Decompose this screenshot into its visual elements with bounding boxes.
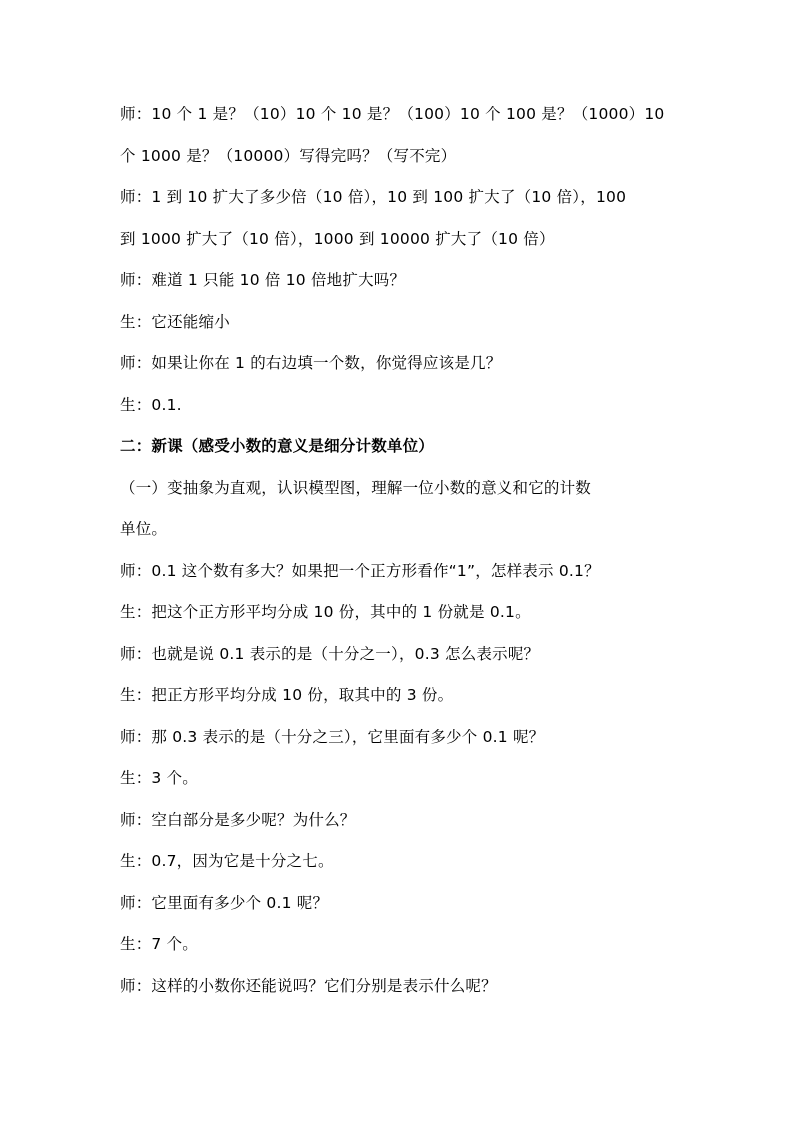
paragraph-line: 单位。 (120, 520, 168, 538)
paragraph-line: 师：空白部分是多少呢？为什么？ (120, 810, 356, 829)
document-body (120, 104, 680, 1017)
paragraph-line: 生：它还能缩小 (120, 312, 230, 331)
paragraph-line: 生：7 个。 (120, 935, 198, 953)
subsection-heading: （一）变抽象为直观，认识模型图，理解一位小数的意义和它的计数 (120, 478, 592, 497)
paragraph-line: 师：那 0.3 表示的是（十分之三），它里面有多少个 0.1 呢？ (120, 727, 545, 746)
paragraph-line: 师：它里面有多少个 0.1 呢？ (120, 893, 329, 912)
paragraph-line: 师：难道 1 只能 10 倍 10 倍地扩大吗？ (120, 271, 406, 289)
paragraph-line: 师：这样的小数你还能说吗？它们分别是表示什么呢？ (120, 976, 497, 995)
paragraph-line: 生：把正方形平均分成 10 份，取其中的 3 份。 (120, 686, 454, 704)
paragraph-line: 师：1 到 10 扩大了多少倍（10 倍），10 到 100 扩大了（10 倍），100 (120, 188, 627, 206)
paragraph-line: 生：把这个正方形平均分成 10 份，其中的 1 份就是 0.1。 (120, 603, 531, 621)
paragraph-line: 生：3 个。 (120, 769, 198, 787)
paragraph-line: 师：也就是说 0.1 表示的是（十分之一），0.3 怎么表示呢？ (120, 644, 540, 663)
paragraph-line: 个 1000 是？（10000）写得完吗？（写不完） (120, 146, 457, 165)
paragraph-line: 生：0.7，因为它是十分之七。 (120, 852, 334, 870)
paragraph-line: 到 1000 扩大了（10 倍），1000 到 10000 扩大了（10 倍） (120, 229, 555, 248)
paragraph-line: 师：0.1 这个数有多大？如果把一个正方形看作“1”，怎样表示 0.1？ (120, 561, 600, 580)
paragraph-line: 师：如果让你在 1 的右边填一个数，你觉得应该是几？ (120, 354, 502, 372)
paragraph-line: 生：0.1. (120, 395, 182, 414)
section-heading: 二：新课（感受小数的意义是细分计数单位） (120, 437, 435, 455)
paragraph-line: 师：10 个 1 是？（10）10 个 10 是？（100）10 个 100 是？（1000）10 (120, 105, 665, 123)
